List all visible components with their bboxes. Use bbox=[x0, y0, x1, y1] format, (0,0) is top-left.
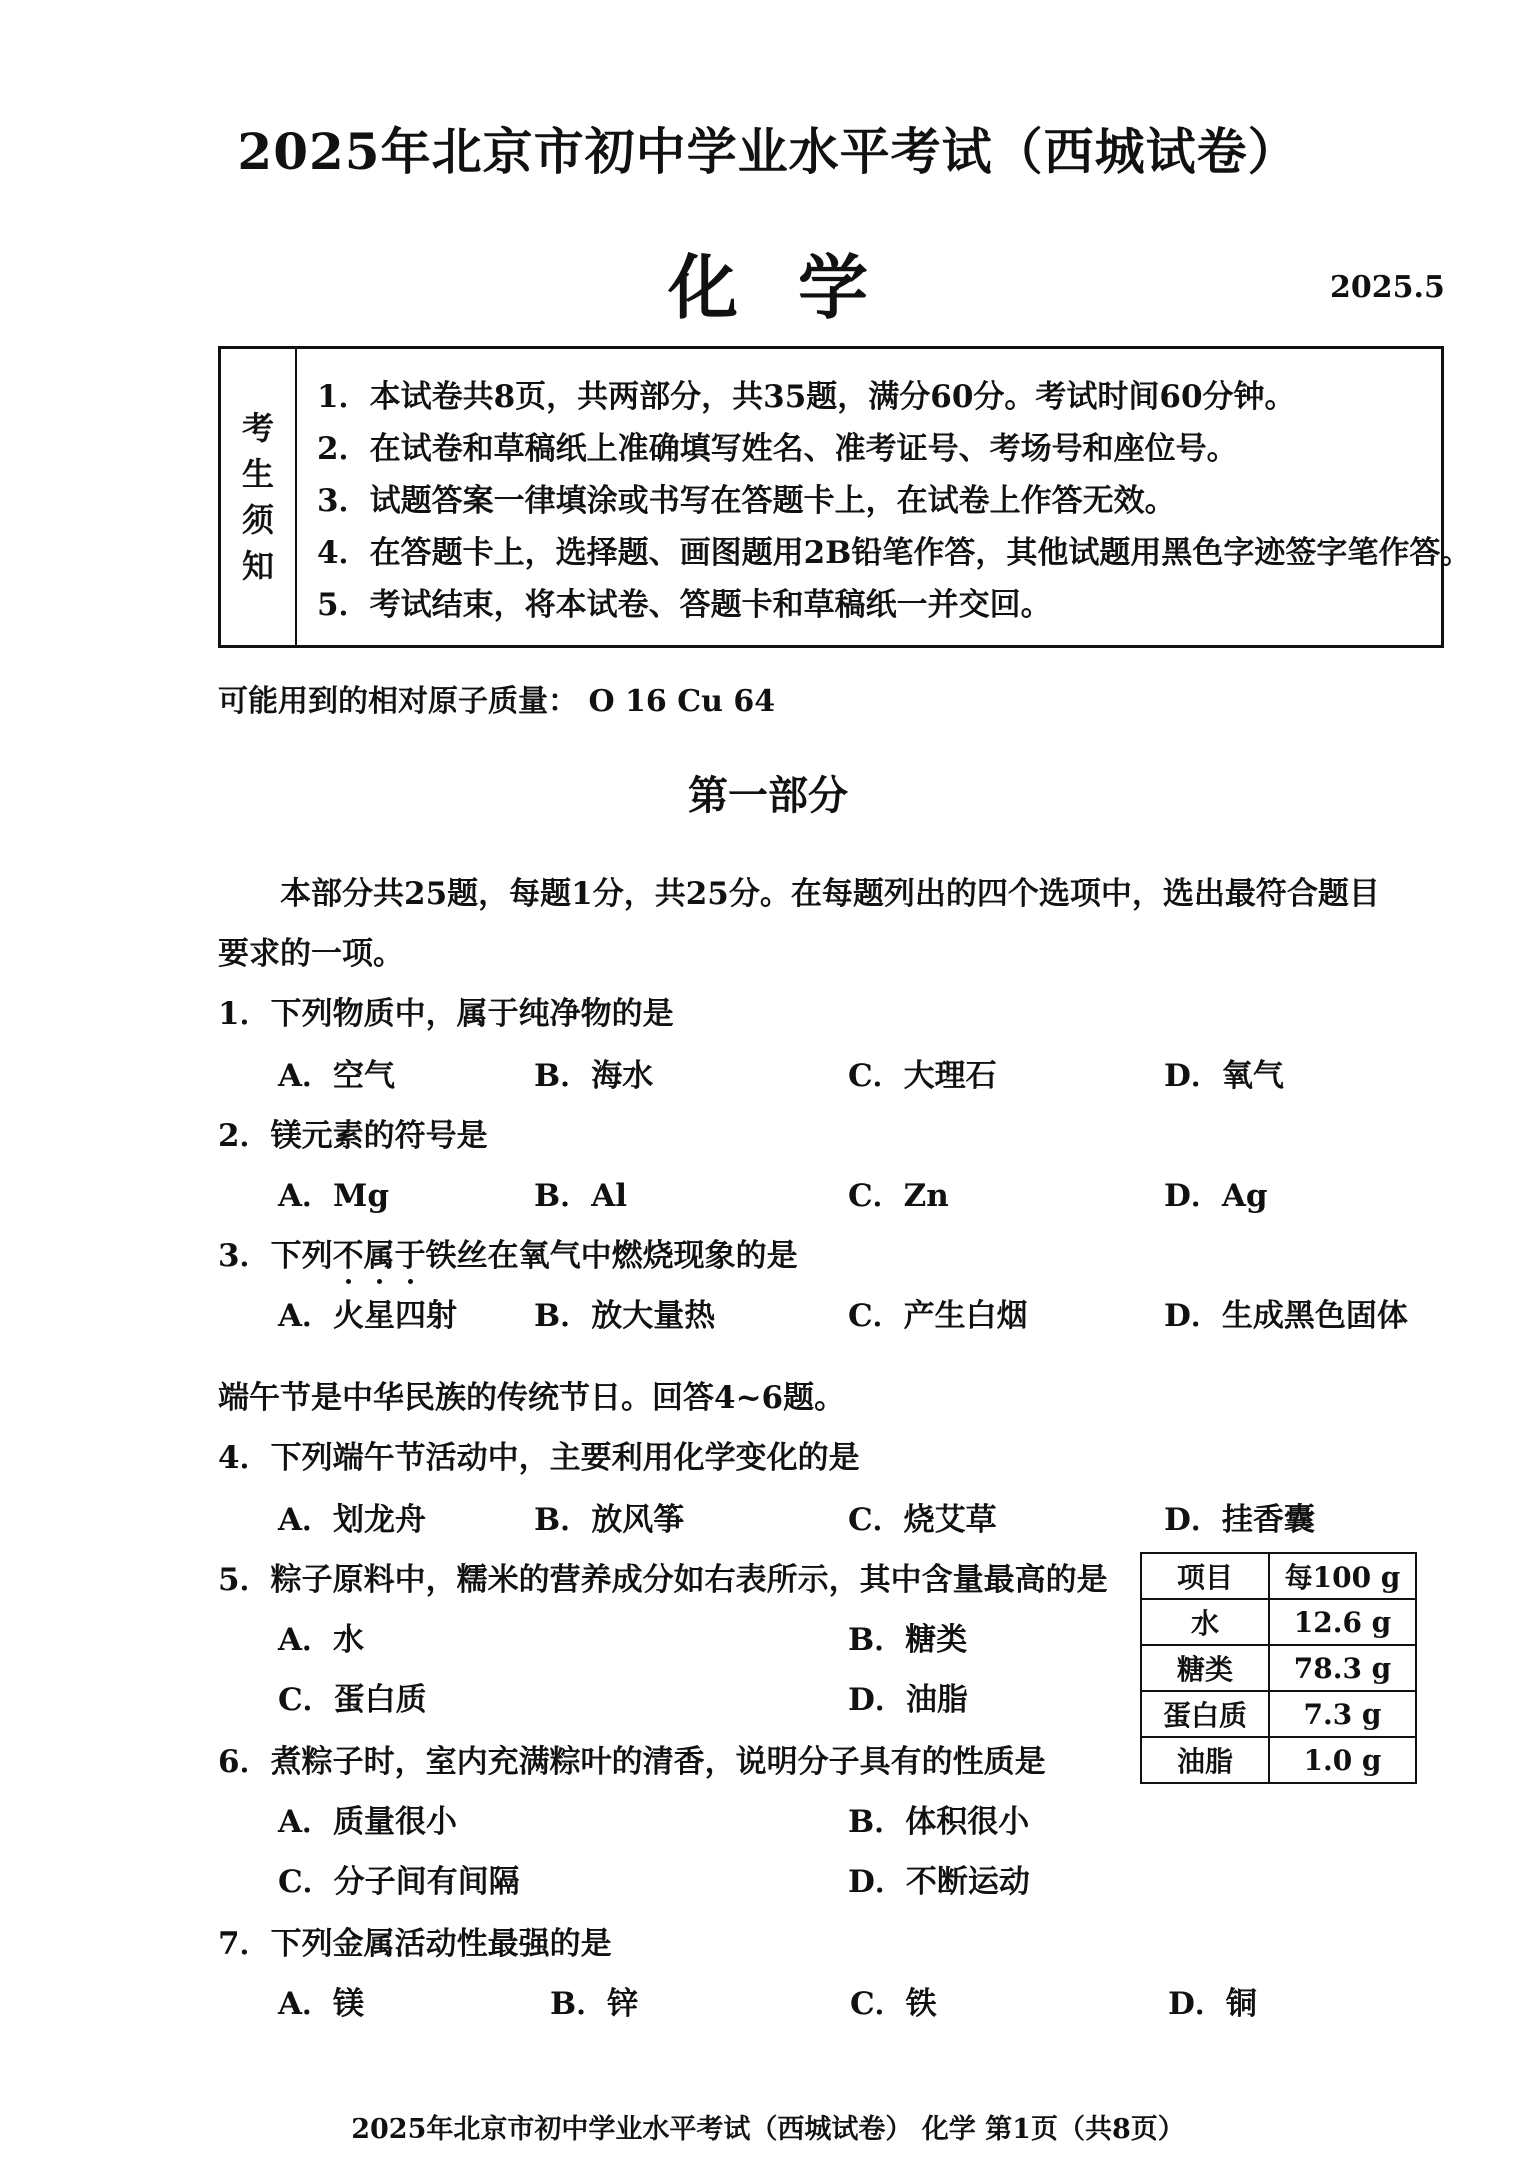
table-cell: 水 bbox=[1141, 1599, 1269, 1645]
subject-title: 化学 bbox=[668, 246, 928, 329]
notice-list bbox=[317, 371, 1471, 631]
notice-item: 2．在试卷和草稿纸上准确填写姓名、准考证号、考场号和座位号。 bbox=[317, 431, 1238, 467]
atomic-mass-line: 可能用到的相对原子质量： O 16 Cu 64 bbox=[218, 684, 776, 719]
q6-option-d: D．不断运动 bbox=[848, 1864, 1030, 1900]
context-text: 端午节是中华民族的传统节日。回答4~6题。 bbox=[218, 1380, 846, 1416]
page-footer: 2025年北京市初中学业水平考试（西城试卷） 化学 第1页（共8页） bbox=[351, 2114, 1185, 2145]
q5-option-b: B．糖类 bbox=[848, 1622, 968, 1658]
table-row bbox=[1141, 1737, 1416, 1783]
q3-stem-post: 铁丝在氧气中燃烧现象的是 bbox=[425, 1238, 798, 1274]
exam-date: 2025.5 bbox=[1330, 270, 1445, 305]
table-row bbox=[1141, 1645, 1416, 1691]
table-cell: 1.0 g bbox=[1269, 1737, 1416, 1783]
q1-option-c: C．大理石 bbox=[848, 1058, 997, 1094]
notice-item: 1．本试卷共8页，共两部分，共35题，满分60分。考试时间60分钟。 bbox=[317, 379, 1296, 415]
table-cell: 12.6 g bbox=[1269, 1599, 1416, 1645]
table-header-cell: 每100 g bbox=[1269, 1553, 1416, 1599]
q5-option-a: A．水 bbox=[278, 1622, 365, 1658]
notice-label-char: 生 bbox=[241, 455, 274, 493]
table-cell: 7.3 g bbox=[1269, 1691, 1416, 1737]
exam-title: 2025年北京市初中学业水平考试（西城试卷） bbox=[237, 122, 1299, 181]
notice-item: 4．在答题卡上，选择题、画图题用2B铅笔作答，其他试题用黑色字迹签字笔作答。 bbox=[317, 535, 1472, 571]
notice-item: 5．考试结束，将本试卷、答题卡和草稿纸一并交回。 bbox=[317, 587, 1052, 623]
section-intro-line2: 要求的一项。 bbox=[218, 936, 404, 972]
table-header-row bbox=[1141, 1553, 1416, 1599]
q7-option-c: C．铁 bbox=[850, 1986, 937, 2022]
q2-option-c: C．Zn bbox=[848, 1178, 949, 1214]
notice-item: 3．试题答案一律填涂或书写在答题卡上，在试卷上作答无效。 bbox=[317, 483, 1176, 519]
q2-stem: 2．镁元素的符号是 bbox=[218, 1118, 488, 1154]
q3-option-c: C．产生白烟 bbox=[848, 1298, 1028, 1334]
q7-option-b: B．锌 bbox=[550, 1986, 639, 2022]
q6-option-b: B．体积很小 bbox=[848, 1804, 1030, 1840]
q5-stem: 5．粽子原料中，糯米的营养成分如右表所示，其中含量最高的是 bbox=[218, 1562, 1108, 1598]
section-intro-line1: 本部分共25题，每题1分，共25分。在每题列出的四个选项中，选出最符合题目 bbox=[280, 876, 1380, 912]
q5-option-c: C．蛋白质 bbox=[278, 1682, 427, 1718]
q3-emphasis-char: 属 bbox=[363, 1238, 395, 1274]
nutrition-table bbox=[1140, 1552, 1417, 1784]
q2-option-b: B．Al bbox=[534, 1178, 628, 1214]
q3-option-a: A．火星四射 bbox=[278, 1298, 458, 1334]
table-cell: 油脂 bbox=[1141, 1737, 1269, 1783]
table-row bbox=[1141, 1599, 1416, 1645]
q1-stem: 1．下列物质中，属于纯净物的是 bbox=[218, 996, 674, 1032]
q7-option-d: D．铜 bbox=[1168, 1986, 1257, 2022]
q1-option-b: B．海水 bbox=[534, 1058, 654, 1094]
table-row bbox=[1141, 1691, 1416, 1737]
q4-stem: 4．下列端午节活动中，主要利用化学变化的是 bbox=[218, 1440, 860, 1476]
notice-label-char: 须 bbox=[241, 501, 274, 539]
q7-option-a: A．镁 bbox=[278, 1986, 365, 2022]
q3-option-b: B．放大量热 bbox=[534, 1298, 716, 1334]
q2-option-a: A．Mg bbox=[278, 1178, 390, 1214]
table-cell: 蛋白质 bbox=[1141, 1691, 1269, 1737]
q4-option-d: D．挂香囊 bbox=[1164, 1502, 1315, 1538]
q4-option-c: C．烧艾草 bbox=[848, 1502, 997, 1538]
q2-option-d: D．Ag bbox=[1164, 1178, 1268, 1214]
q6-option-a: A．质量很小 bbox=[278, 1804, 458, 1840]
table-cell: 糖类 bbox=[1141, 1645, 1269, 1691]
q1-option-d: D．氧气 bbox=[1164, 1058, 1284, 1094]
q1-option-a: A．空气 bbox=[278, 1058, 396, 1094]
q3-stem-pre: 3．下列 bbox=[218, 1238, 333, 1274]
notice-label bbox=[221, 349, 297, 645]
q3-stem bbox=[218, 1230, 798, 1275]
table-header-cell: 项目 bbox=[1141, 1553, 1269, 1599]
notice-label-char: 考 bbox=[241, 409, 274, 447]
q3-emphasis-char: 于 bbox=[394, 1238, 426, 1274]
q6-stem: 6．煮粽子时，室内充满粽叶的清香，说明分子具有的性质是 bbox=[218, 1744, 1046, 1780]
table-cell: 78.3 g bbox=[1269, 1645, 1416, 1691]
notice-box bbox=[218, 346, 1472, 648]
section-title: 第一部分 bbox=[688, 772, 848, 819]
q3-option-d: D．生成黑色固体 bbox=[1164, 1298, 1408, 1334]
q3-emphasis-char: 不 bbox=[332, 1238, 364, 1274]
q7-stem: 7．下列金属活动性最强的是 bbox=[218, 1926, 612, 1962]
q5-option-d: D．油脂 bbox=[848, 1682, 968, 1718]
q6-option-c: C．分子间有间隔 bbox=[278, 1864, 520, 1900]
q4-option-b: B．放风筝 bbox=[534, 1502, 685, 1538]
q4-option-a: A．划龙舟 bbox=[278, 1502, 427, 1538]
notice-label-char: 知 bbox=[241, 547, 274, 585]
